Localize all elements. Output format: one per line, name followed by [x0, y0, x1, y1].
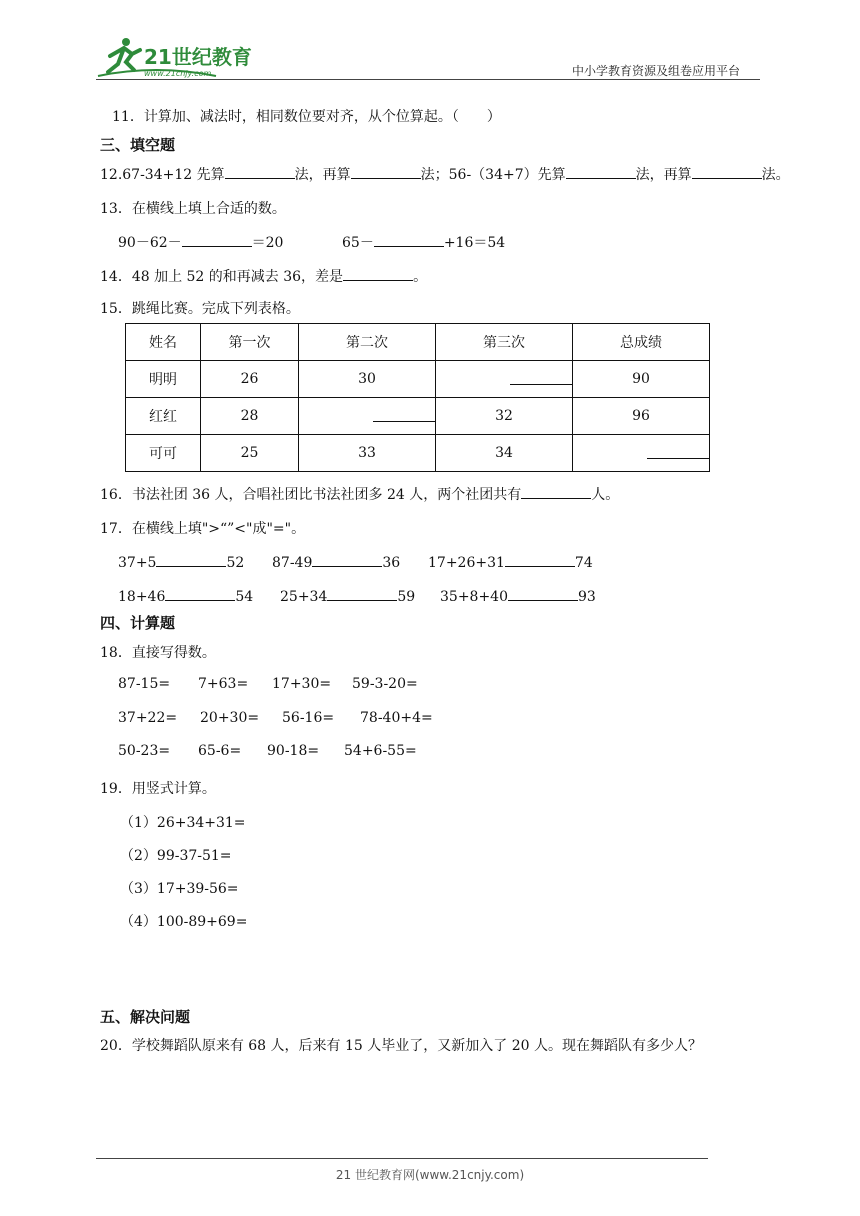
compare-left: 37+5 [118, 555, 157, 571]
vertical-calc-item: （3）17+39-56= [120, 881, 239, 897]
q12-text-1: 12.67-34+12 先算 [100, 167, 225, 183]
q12-text-2: 法，再算 [294, 167, 351, 183]
compare-item [280, 586, 415, 605]
table-row [126, 361, 710, 398]
compare-item [440, 586, 596, 605]
vertical-calc-item: （2）99-37-51= [120, 848, 232, 864]
table-cell: 25 [201, 435, 299, 472]
answer-blank[interactable] [566, 164, 636, 179]
question-19: 19．用竖式计算。 [100, 781, 216, 797]
q14-end: 。 [413, 269, 428, 285]
table-blank-cell[interactable] [573, 435, 710, 472]
table-blank-cell[interactable] [299, 398, 436, 435]
score-table [125, 323, 710, 472]
question-18: 18．直接写得数。 [100, 645, 216, 661]
table-cell: 96 [573, 398, 710, 435]
compare-item [272, 552, 400, 571]
table-cell: 28 [201, 398, 299, 435]
header-cell: 第三次 [436, 324, 573, 361]
calc-item: 59-3-20= [352, 676, 418, 692]
answer-blank[interactable] [327, 586, 397, 601]
compare-left: 25+34 [280, 589, 328, 605]
site-logo [96, 36, 256, 80]
table-cell: 30 [299, 361, 436, 398]
answer-blank[interactable] [508, 586, 578, 601]
q13-equation-1 [118, 232, 283, 252]
question-13: 13．在横线上填上合适的数。 [100, 201, 286, 217]
question-15: 15．跳绳比赛。完成下列表格。 [100, 301, 300, 317]
compare-right: 54 [235, 589, 254, 605]
question-11: 11．计算加、减法时，相同数位要对齐，从个位算起。（ ） [112, 109, 501, 125]
section-3-title: 三、填空题 [100, 136, 176, 154]
answer-blank[interactable] [692, 164, 762, 179]
calc-item: 90-18= [267, 743, 320, 759]
answer-blank[interactable] [647, 458, 709, 459]
equation-right: ＝20 [251, 235, 284, 251]
table-cell: 红红 [126, 398, 201, 435]
equation-right: +16＝54 [443, 235, 506, 251]
compare-right: 59 [397, 589, 416, 605]
table-cell: 26 [201, 361, 299, 398]
table-cell: 32 [436, 398, 573, 435]
answer-blank[interactable] [343, 266, 413, 281]
answer-blank[interactable] [374, 232, 444, 247]
table-row [126, 435, 710, 472]
compare-item [428, 552, 593, 571]
compare-left: 17+26+31 [428, 555, 505, 571]
question-16 [100, 484, 619, 504]
compare-right: 52 [226, 555, 245, 571]
calc-item: 65-6= [198, 743, 242, 759]
table-cell: 90 [573, 361, 710, 398]
answer-blank[interactable] [521, 484, 591, 499]
compare-item [118, 552, 244, 571]
q12-text-5: 法。 [761, 167, 790, 183]
question-20: 20．学校舞蹈队原来有 68 人，后来有 15 人毕业了，又新加入了 20 人。现在舞蹈队有多少人？ [100, 1038, 702, 1054]
compare-left: 18+46 [118, 589, 166, 605]
platform-title: 中小学教育资源及组卷应用平台 [572, 64, 741, 78]
table-cell: 34 [436, 435, 573, 472]
compare-left: 35+8+40 [440, 589, 508, 605]
section-5-title: 五、解决问题 [100, 1008, 191, 1026]
answer-blank[interactable] [165, 586, 235, 601]
answer-blank[interactable] [156, 552, 226, 567]
calc-item: 56-16= [282, 710, 335, 726]
q16-end: 人。 [591, 487, 620, 503]
question-17: 17．在横线上填">“”<"成"="。 [100, 521, 306, 537]
table-cell: 可可 [126, 435, 201, 472]
equation-left: 90－62－ [118, 235, 182, 251]
equation-left: 65－ [342, 235, 374, 251]
compare-item [118, 586, 253, 605]
header-cell: 第一次 [201, 324, 299, 361]
table-cell: 明明 [126, 361, 201, 398]
calc-item: 37+22= [118, 710, 178, 726]
header-cell: 姓名 [126, 324, 201, 361]
table-blank-cell[interactable] [436, 361, 573, 398]
table-row [126, 398, 710, 435]
vertical-calc-item: （4）100-89+69= [120, 914, 248, 930]
answer-blank[interactable] [510, 384, 572, 385]
calc-item: 17+30= [272, 676, 332, 692]
header-cell: 第二次 [299, 324, 436, 361]
compare-right: 36 [382, 555, 401, 571]
footer-text: 21 世纪教育网(www.21cnjy.com) [335, 1168, 525, 1182]
calc-item: 54+6-55= [344, 743, 417, 759]
logo-text: 21世纪教育 [144, 45, 252, 69]
calc-item: 50-23= [118, 743, 171, 759]
q12-text-4: 法，再算 [635, 167, 692, 183]
q14-text: 14．48 加上 52 的和再减去 36，差是 [100, 269, 344, 285]
compare-left: 87-49 [272, 555, 313, 571]
runner-icon [108, 38, 140, 72]
header-cell: 总成绩 [573, 324, 710, 361]
compare-right: 74 [574, 555, 593, 571]
header-divider [96, 79, 760, 80]
compare-right: 93 [578, 589, 596, 605]
calc-item: 20+30= [200, 710, 260, 726]
calc-item: 78-40+4= [360, 710, 433, 726]
answer-blank[interactable] [373, 421, 435, 422]
question-12 [100, 164, 790, 184]
answer-blank[interactable] [351, 164, 421, 179]
section-4-title: 四、计算题 [100, 614, 176, 632]
question-14 [100, 266, 427, 286]
table-cell: 33 [299, 435, 436, 472]
q16-text: 16．书法社团 36 人，合唱社团比书法社团多 24 人，两个社团共有 [100, 487, 522, 503]
answer-blank[interactable] [225, 164, 295, 179]
q13-equation-2 [342, 232, 505, 252]
logo-url: www.21cnjy.com [144, 69, 212, 78]
q12-text-3: 法；56-（34+7）先算 [420, 167, 566, 183]
answer-blank[interactable] [505, 552, 575, 567]
answer-blank[interactable] [182, 232, 252, 247]
vertical-calc-item: （1）26+34+31= [120, 815, 246, 831]
calc-item: 87-15= [118, 676, 171, 692]
answer-blank[interactable] [312, 552, 382, 567]
footer-divider [96, 1158, 708, 1159]
table-header-row [126, 324, 710, 361]
calc-item: 7+63= [198, 676, 249, 692]
